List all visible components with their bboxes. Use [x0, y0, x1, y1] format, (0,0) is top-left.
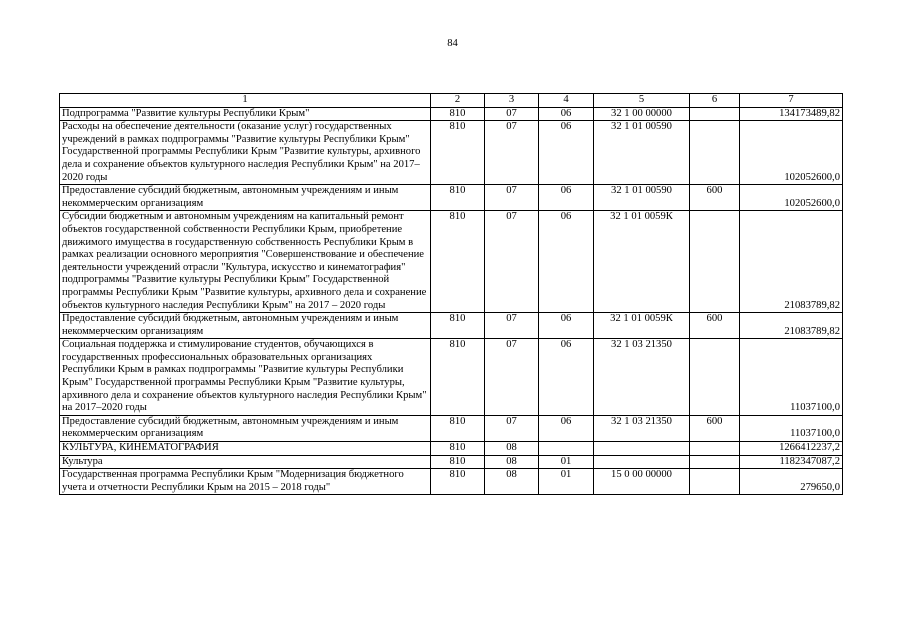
target-article-cell — [594, 442, 690, 456]
section-code-cell: 07 — [485, 415, 539, 441]
row-name-cell: КУЛЬТУРА, КИНЕМАТОГРАФИЯ — [60, 442, 431, 456]
row-name-cell: Подпрограмма "Развитие культуры Республики Крым" — [60, 107, 431, 121]
section-code-cell: 07 — [485, 339, 539, 416]
section-code-cell: 07 — [485, 313, 539, 339]
section-code-cell: 08 — [485, 455, 539, 469]
amount-cell: 11037100,0 — [740, 339, 843, 416]
ministry-code-cell: 810 — [431, 442, 485, 456]
subsection-code-cell: 06 — [539, 121, 594, 185]
amount-cell: 102052600,0 — [740, 121, 843, 185]
table-row — [60, 185, 843, 211]
expense-type-cell: 600 — [690, 313, 740, 339]
amount-cell: 279650,0 — [740, 469, 843, 495]
table-row — [60, 415, 843, 441]
column-header: 3 — [485, 94, 539, 108]
target-article-cell: 32 1 03 21350 — [594, 339, 690, 416]
row-name-cell: Субсидии бюджетным и автономным учреждениям на капитальный ремонт объектов государственной собственности Республики Крым, приобретение движимого имущества в государственную собственность Республики Крым в рамках реализации основного мероприятия "Совершенствование и обеспечение деятельности учреждений отрасли "Культура, искусство и кинематография" подпрограммы "Развитие культуры Республики Крым" Государственной программы Республики Крым "Развитие культуры, архивного дела и сохранение объектов культурного наследия Республики Крым" на 2017 – 2020 годы — [60, 211, 431, 313]
table-row — [60, 339, 843, 416]
column-header: 1 — [60, 94, 431, 108]
subsection-code-cell: 06 — [539, 211, 594, 313]
column-header: 4 — [539, 94, 594, 108]
row-name-cell: Предоставление субсидий бюджетным, автономным учреждениям и иным некоммерческим организациям — [60, 415, 431, 441]
subsection-code-cell: 06 — [539, 313, 594, 339]
table-row — [60, 455, 843, 469]
ministry-code-cell: 810 — [431, 121, 485, 185]
table-row — [60, 469, 843, 495]
row-name-cell: Расходы на обеспечение деятельности (оказание услуг) государственных учреждений в рамках подпрограммы "Развитие культуры Республики Крым" Государственной программы Республики Крым "Развитие культуры, архивного дела и сохранение объектов культурного наследия Республики Крым" на 2017–2020 годы — [60, 121, 431, 185]
amount-cell: 21083789,82 — [740, 211, 843, 313]
subsection-code-cell: 06 — [539, 107, 594, 121]
ministry-code-cell: 810 — [431, 185, 485, 211]
table-row — [60, 211, 843, 313]
amount-cell: 1182347087,2 — [740, 455, 843, 469]
ministry-code-cell: 810 — [431, 339, 485, 416]
row-name-cell: Государственная программа Республики Крым "Модернизация бюджетного учета и отчетности Республики Крым на 2015 – 2018 годы" — [60, 469, 431, 495]
ministry-code-cell: 810 — [431, 107, 485, 121]
expense-type-cell — [690, 211, 740, 313]
target-article-cell: 32 1 01 00590 — [594, 185, 690, 211]
amount-cell: 134173489,82 — [740, 107, 843, 121]
ministry-code-cell: 810 — [431, 415, 485, 441]
ministry-code-cell: 810 — [431, 313, 485, 339]
section-code-cell: 08 — [485, 442, 539, 456]
target-article-cell: 32 1 01 0059К — [594, 313, 690, 339]
expense-type-cell — [690, 469, 740, 495]
expense-type-cell — [690, 455, 740, 469]
column-header: 2 — [431, 94, 485, 108]
subsection-code-cell: 06 — [539, 339, 594, 416]
budget-table — [59, 93, 843, 495]
expense-type-cell — [690, 107, 740, 121]
target-article-cell: 15 0 00 00000 — [594, 469, 690, 495]
target-article-cell: 32 1 01 00590 — [594, 121, 690, 185]
row-name-cell: Социальная поддержка и стимулирование студентов, обучающихся в государственных профессиональных образовательных организациях Республики Крым в рамках подпрограммы "Развитие культуры Республики Крым" Государственной программы Республики Крым "Развитие культуры, архивного дела и сохранение объектов культурного наследия Республики Крым" на 2017–2020 годы — [60, 339, 431, 416]
target-article-cell: 32 1 01 0059К — [594, 211, 690, 313]
section-code-cell: 08 — [485, 469, 539, 495]
column-header: 6 — [690, 94, 740, 108]
ministry-code-cell: 810 — [431, 469, 485, 495]
column-header: 7 — [740, 94, 843, 108]
subsection-code-cell: 01 — [539, 455, 594, 469]
amount-cell: 21083789,82 — [740, 313, 843, 339]
target-article-cell — [594, 455, 690, 469]
subsection-code-cell: 01 — [539, 469, 594, 495]
expense-type-cell — [690, 121, 740, 185]
ministry-code-cell: 810 — [431, 455, 485, 469]
target-article-cell: 32 1 03 21350 — [594, 415, 690, 441]
table-row — [60, 121, 843, 185]
section-code-cell: 07 — [485, 185, 539, 211]
ministry-code-cell: 810 — [431, 211, 485, 313]
amount-cell: 1266412237,2 — [740, 442, 843, 456]
expense-type-cell — [690, 339, 740, 416]
table-row — [60, 442, 843, 456]
row-name-cell: Предоставление субсидий бюджетным, автономным учреждениям и иным некоммерческим организациям — [60, 313, 431, 339]
section-code-cell: 07 — [485, 107, 539, 121]
target-article-cell: 32 1 00 00000 — [594, 107, 690, 121]
expense-type-cell: 600 — [690, 185, 740, 211]
amount-cell: 11037100,0 — [740, 415, 843, 441]
subsection-code-cell: 06 — [539, 185, 594, 211]
amount-cell: 102052600,0 — [740, 185, 843, 211]
column-header: 5 — [594, 94, 690, 108]
row-name-cell: Культура — [60, 455, 431, 469]
table-row — [60, 107, 843, 121]
section-code-cell: 07 — [485, 211, 539, 313]
subsection-code-cell — [539, 442, 594, 456]
table-header-row — [60, 94, 843, 108]
row-name-cell: Предоставление субсидий бюджетным, автономным учреждениям и иным некоммерческим организациям — [60, 185, 431, 211]
subsection-code-cell: 06 — [539, 415, 594, 441]
table-row — [60, 313, 843, 339]
page-number: 84 — [447, 38, 458, 49]
expense-type-cell: 600 — [690, 415, 740, 441]
expense-type-cell — [690, 442, 740, 456]
section-code-cell: 07 — [485, 121, 539, 185]
